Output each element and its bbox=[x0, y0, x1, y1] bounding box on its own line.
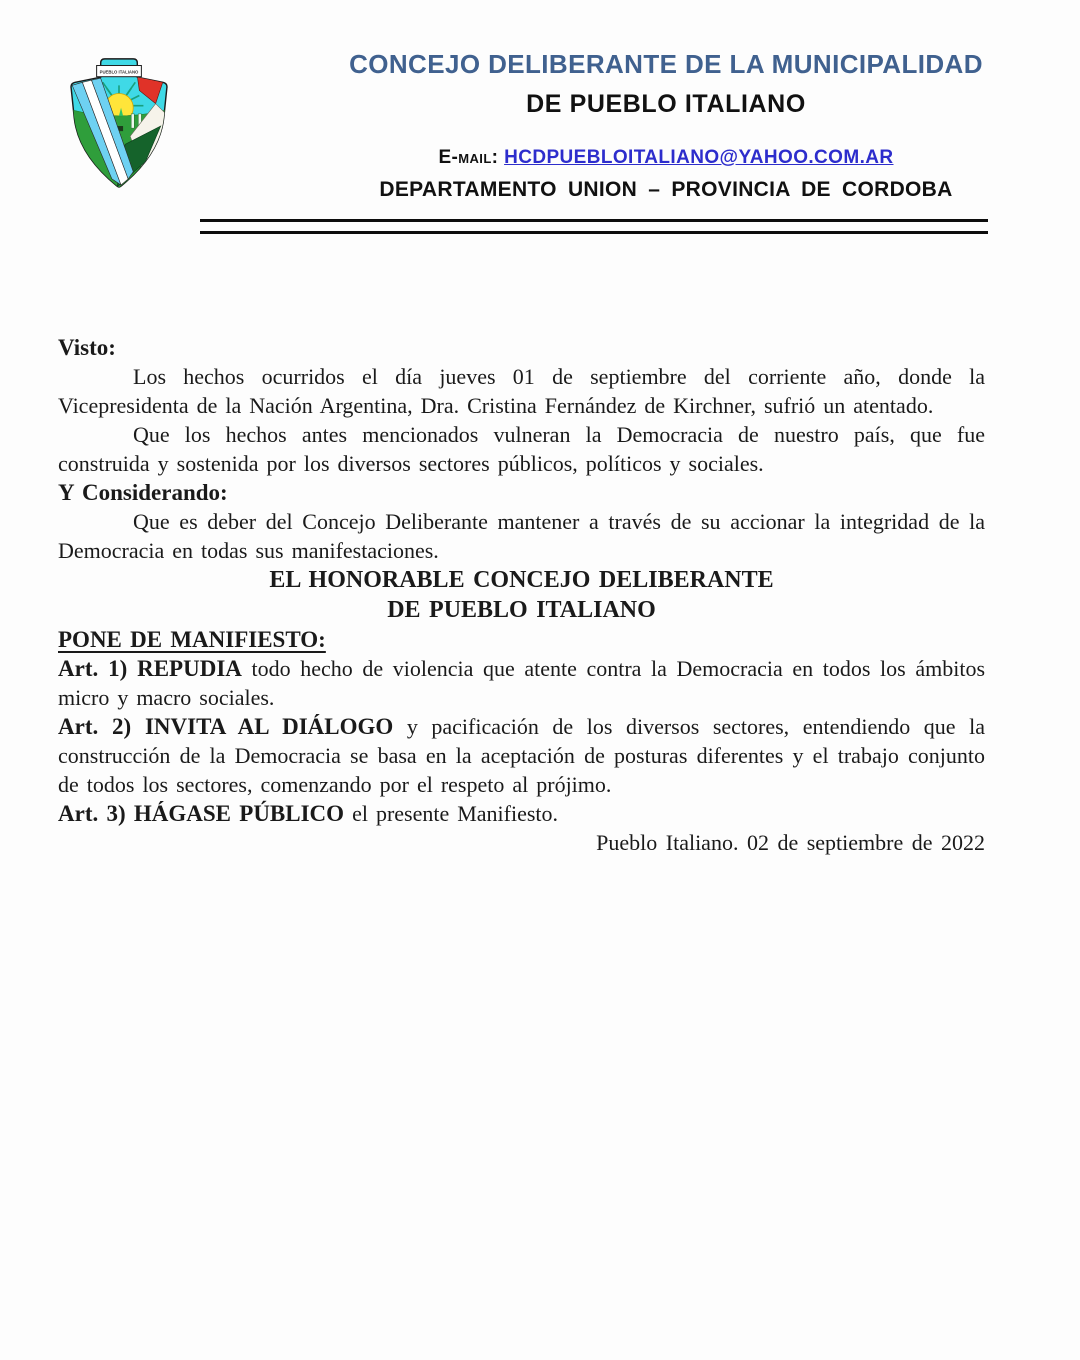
org-title-line2: DE PUEBLO ITALIANO bbox=[526, 90, 806, 118]
manifiesto-heading: PONE DE MANIFIESTO: bbox=[58, 627, 326, 652]
article-1-text: todo hecho de violencia que atente contra la Democracia en todos los ámbitos micro y macro sociales. bbox=[58, 656, 986, 710]
logo-banner-text: PUEBLO ITALIANO bbox=[99, 69, 139, 75]
article-2-text: y pacificación de los diversos sectores, entendiendo que la construcción de la Democracia se basa en la aceptación de posturas diferentes y el trabajo conjunto de todos los sectores, comenzando por el respeto al prójimo. bbox=[58, 714, 985, 797]
article-3 bbox=[58, 799, 985, 828]
org-title-line1: CONCEJO DELIBERANTE DE LA MUNICIPALIDAD bbox=[349, 49, 983, 79]
article-1 bbox=[58, 654, 985, 712]
department-line: DEPARTAMENTO UNION – PROVINCIA DE CORDOBA bbox=[379, 178, 953, 201]
considerando-heading: Y Considerando: bbox=[58, 480, 228, 505]
considerando-paragraph-1: Que es deber del Concejo Deliberante mantener a través de su accionar la integridad de la Democracia en todas sus manifestaciones. bbox=[58, 509, 985, 563]
article-2 bbox=[58, 712, 985, 799]
council-heading-line1: EL HONORABLE CONCEJO DELIBERANTE bbox=[269, 567, 774, 593]
article-3-text: el presente Manifiesto. bbox=[344, 801, 559, 826]
document-body bbox=[58, 0, 985, 857]
council-heading-line2: DE PUEBLO ITALIANO bbox=[387, 597, 656, 623]
article-3-label: Art. 3) HÁGASE PÚBLICO bbox=[58, 801, 345, 826]
visto-paragraph-2: Que los hechos antes mencionados vulneran la Democracia de nuestro país, que fue construida y sostenida por los diversos sectores públicos, políticos y sociales. bbox=[58, 422, 985, 476]
email-link[interactable]: HCDPUEBLOITALIANO@YAHOO.COM.AR bbox=[504, 147, 894, 168]
email-label: E-mail: bbox=[438, 147, 499, 168]
article-1-label: Art. 1) REPUDIA bbox=[58, 656, 242, 681]
visto-heading: Visto: bbox=[58, 335, 116, 360]
council-heading bbox=[58, 565, 985, 625]
visto-paragraph-1: Los hechos ocurridos el día jueves 01 de septiembre del corriente año, donde la Vicepresidenta de la Nación Argentina, Dra. Cristina Fernández de Kirchner, sufrió un atentado. bbox=[58, 364, 985, 418]
article-2-label: Art. 2) INVITA AL DIÁLOGO bbox=[58, 714, 394, 739]
place-date-line: Pueblo Italiano. 02 de septiembre de 2022 bbox=[596, 830, 985, 855]
